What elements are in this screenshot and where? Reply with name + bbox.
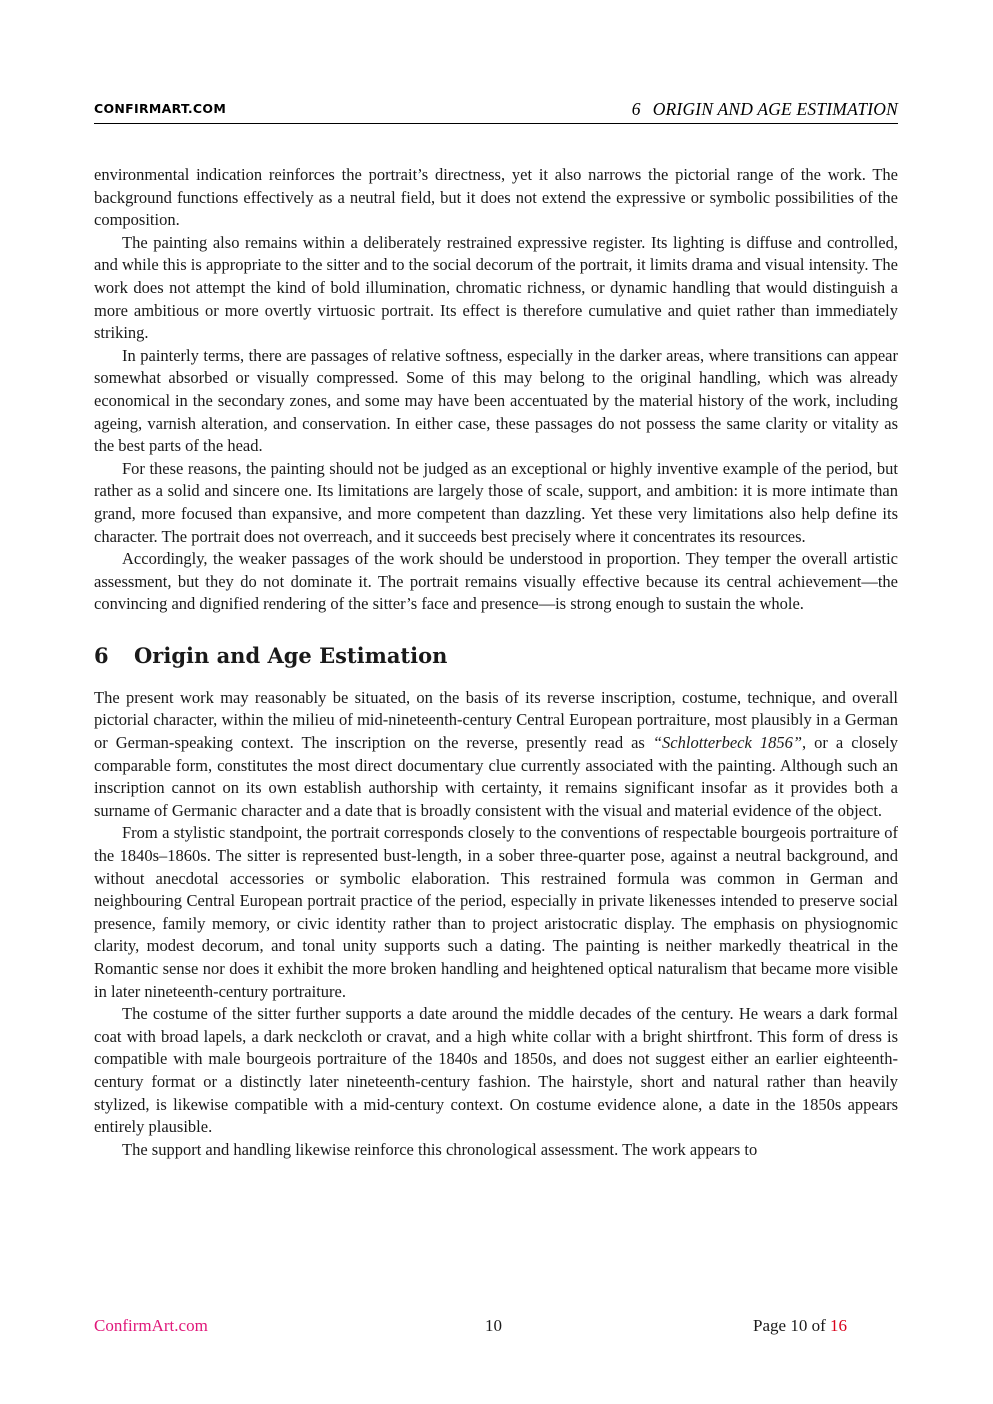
running-section-name: ORIGIN AND AGE ESTIMATION — [652, 99, 898, 119]
paragraph: For these reasons, the painting should not be judged as an exceptional or highly inventive example of the period, but rather as a solid and sincere one. Its limitations are largely those of scale, support, and ambition: it is more intimate than grand, more focused than expansive, and more competent than dazzling. Yet these very limitations also help define its character. The portrait does not overreach, and it succeeds best precisely where it concentrates its resources. — [94, 458, 898, 546]
paragraph: The costume of the sitter further supports a date around the middle decades of the century. He wears a dark formal coat with broad lapels, a dark neckcloth or cravat, and a high white collar with a bright shirtfront. This form of dress is compatible with male bourgeois portraiture of the 1840s and 1850s, and does not suggest either an earlier eighteenth-century format or a distinctly later nineteenth-century fashion. The hairstyle, short and natural rather than heavily stylized, is likewise compatible with a mid-century context. On costume evidence alone, a date in the 1850s appears entirely plausible. — [94, 1004, 898, 1137]
document-body — [94, 164, 898, 1161]
section-title: Origin and Age Estimation — [134, 642, 448, 668]
paragraph: The support and handling likewise reinforce this chronological assessment. The work appears to — [122, 1139, 758, 1159]
page-count-label: Page 10 of — [753, 1316, 830, 1335]
paragraph: The painting also remains within a deliberately restrained expressive register. Its lighting is diffuse and controlled, and while this is appropriate to the sitter and to the social decorum of the portrait, it limits drama and visual intensity. The work does not attempt the kind of bold illumination, chromatic richness, or dynamic handling that would distinguish a more ambitious or more overtly virtuosic portrait. Its effect is therefore cumulative and quiet rather than immediately striking. — [94, 232, 898, 343]
page-count — [753, 1316, 847, 1336]
section-number: 6 — [94, 642, 109, 668]
inscription-quote: “Schlotterbeck 1856” — [652, 733, 803, 753]
paragraph: environmental indication reinforces the portrait’s directness, yet it also narrows the pictorial range of the work. The background functions effectively as a neutral field, but it does not extend the expressive or symbolic possibilities of the composition. — [94, 165, 898, 230]
running-section-number: 6 — [631, 99, 641, 119]
paragraph: In painterly terms, there are passages of relative softness, especially in the darker areas, where transitions can appear somewhat absorbed or visually compressed. Some of this may belong to the original handling, which was already economical in the secondary zones, and some may have been accentuated by the material history of the work, including ageing, varnish alteration, and conservation. In either case, these passages do not possess the same clarity or vitality as the best parts of the head. — [94, 345, 898, 456]
paragraph-text: The present work may reasonably be situated, on the basis of its reverse inscription, costume, technique, and overall pictorial character, within the milieu of mid-nineteenth-century Central European portraiture, most plausibly in a German or German-speaking context. The inscription on the reverse, presently read as — [94, 687, 898, 753]
paragraph — [94, 687, 898, 823]
page-number: 10 — [485, 1316, 502, 1335]
running-section-title — [632, 99, 898, 120]
paragraph: From a stylistic standpoint, the portrait corresponds closely to the conventions of respectable bourgeois portraiture of the 1840s–1860s. The sitter is represented bust-length, in a sober three-quarter pose, against a neutral background, and without anecdotal accessories or symbolic elaboration. This restrained formula was common in German and neighbouring Central European portrait practice of the period, especially in private likenesses intended to preserve social presence, family memory, or civic identity rather than to project aristocratic display. The emphasis on physiognomic clarity, modest decorum, and tonal unity supports such a dating. The painting is neither markedly theatrical in the Romantic sense nor does it exhibit the more broken handling and heightened optical naturalism that became more visible in later nineteenth-century portraiture. — [94, 823, 898, 1001]
page-total-link[interactable]: 16 — [830, 1316, 847, 1335]
paragraph: Accordingly, the weaker passages of the work should be understood in proportion. They temper the overall artistic assessment, but they do not dominate it. The portrait remains visually effective because its central achievement—the convincing and dignified rendering of the sitter’s face and presence—is strong enough to sustain the whole. — [94, 549, 898, 614]
page-header — [94, 99, 898, 124]
page-footer — [94, 1316, 847, 1340]
site-link[interactable]: ConfirmArt.com — [94, 1316, 208, 1335]
paragraph-text: , or a closely comparable form, constitutes the most direct documentary clue currently associated with the painting. Although such an inscription cannot on its own establish authorship with certainty, it remains significant insofar as it provides both a surname of Germanic character and a date that is broadly consistent with the visual and material evidence of the object. — [94, 733, 899, 820]
confirmart-logo: CONFIRMART.COM — [94, 101, 227, 116]
section-heading — [94, 641, 898, 671]
